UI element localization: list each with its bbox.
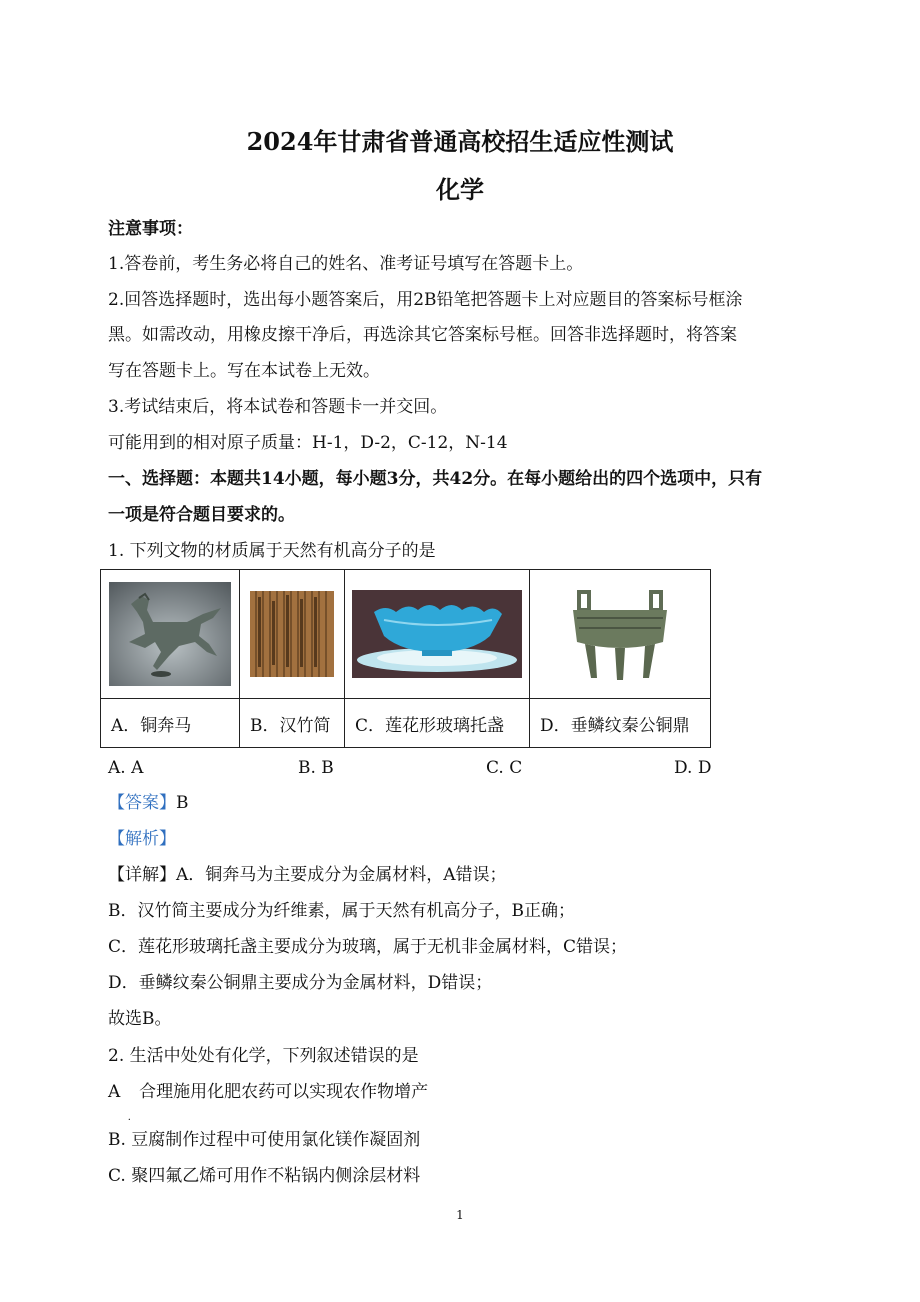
q1-conclusion: 故选B。: [108, 1009, 172, 1029]
q2-option-c: C. 聚四氟乙烯可用作不粘锅内侧涂层材料: [108, 1166, 421, 1186]
question-1-stem: 1. 下列文物的材质属于天然有机高分子的是: [108, 541, 436, 561]
bronze-ding-image: [565, 584, 675, 684]
subject-title: 化学: [436, 175, 484, 204]
q2-option-b: B. 豆腐制作过程中可使用氯化镁作凝固剂: [108, 1130, 421, 1150]
analysis-tag: 【解析】: [108, 829, 176, 849]
image-cell-b: [240, 570, 345, 699]
q2-option-a-text: 合理施用化肥农药可以实现农作物增产: [139, 1082, 429, 1102]
bronze-horse-image: [109, 582, 231, 686]
section-heading-cont: 一项是符合题目要求的。: [108, 505, 295, 525]
label-cell-b: B．汉竹简: [240, 699, 345, 748]
notice-item-2-cont: 黑。如需改动，用橡皮擦干净后，再选涂其它答案标号框。回答非选择题时，将答案: [108, 325, 737, 345]
bamboo-slips-image: [250, 591, 334, 677]
image-cell-c: [345, 570, 530, 699]
image-cell-d: [530, 570, 711, 699]
label-cell-c: C．莲花形玻璃托盏: [345, 699, 530, 748]
notice-item-3: 3.考试结束后，将本试卷和答题卡一并交回。: [108, 397, 448, 417]
atomic-masses: 可能用到的相对原子质量：H-1，D-2，C-12，N-14: [108, 433, 508, 453]
answer-tag: 【答案】: [108, 793, 176, 813]
q2-option-a-prefix: A: [108, 1082, 121, 1102]
q2-option-a: A · 合理施用化肥农药可以实现农作物增产: [108, 1082, 429, 1126]
q1-detail-2: B．汉竹简主要成分为纤维素，属于天然有机高分子，B正确；: [108, 901, 575, 921]
label-cell-a: A．铜奔马: [101, 699, 240, 748]
q1-option-b: B. B: [298, 758, 334, 778]
q1-detail-3: C．莲花形玻璃托盏主要成分为玻璃，属于无机非金属材料，C错误；: [108, 937, 628, 957]
label-cell-d: D．垂鳞纹秦公铜鼎: [530, 699, 711, 748]
notice-item-2: 2.回答选择题时，选出每小题答案后，用2B铅笔把答题卡上对应题目的答案标号框涂: [108, 290, 743, 310]
notice-item-2-end: 写在答题卡上。写在本试卷上无效。: [108, 361, 380, 381]
section-heading: 一、选择题：本题共14小题，每小题3分，共42分。在每小题给出的四个选项中，只有: [108, 469, 763, 489]
question-1-table: [100, 569, 711, 748]
question-2-stem: 2. 生活中处处有化学，下列叙述错误的是: [108, 1046, 419, 1066]
notice-heading: 注意事项：: [108, 219, 193, 239]
exam-title: 2024年甘肃省普通高校招生适应性测试: [246, 127, 674, 156]
page-number: 1: [456, 1208, 464, 1222]
notice-item-1: 1.答卷前，考生务必将自己的姓名、准考证号填写在答题卡上。: [108, 254, 584, 274]
q1-answer-line: [108, 791, 189, 815]
q1-detail-1: 【详解】A．铜奔马为主要成分为金属材料，A错误；: [108, 865, 507, 885]
q1-option-c: C. C: [486, 758, 523, 778]
q1-option-a: A. A: [108, 758, 144, 778]
lotus-glass-bowl-image: [352, 590, 522, 678]
q1-option-d: D. D: [674, 758, 712, 778]
q1-detail-4: D．垂鳞纹秦公铜鼎主要成分为金属材料，D错误；: [108, 973, 493, 993]
image-cell-a: [101, 570, 240, 699]
answer-value: B: [176, 793, 189, 813]
